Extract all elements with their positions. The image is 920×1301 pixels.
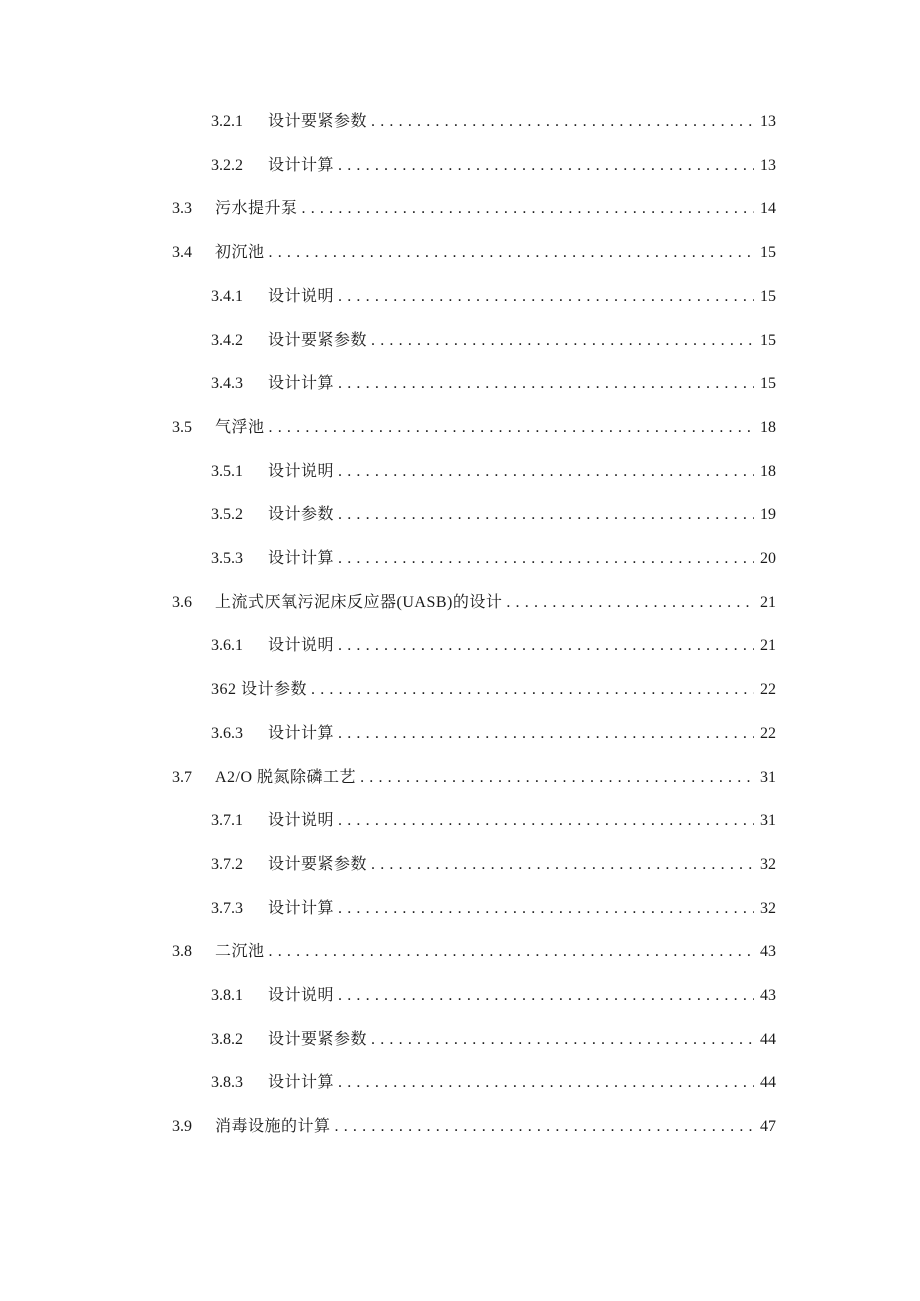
- toc-dot-leader: [338, 549, 754, 569]
- toc-dot-leader: [360, 768, 754, 788]
- toc-entry[interactable]: [211, 1067, 776, 1093]
- toc-entry-title: 设计要紧参数: [268, 332, 368, 349]
- toc-entry-page-number: 15: [760, 244, 776, 261]
- toc-entry-page-number: 47: [760, 1118, 776, 1135]
- toc-dot-leader: [311, 680, 754, 700]
- toc-entry-number: 3.5.3: [211, 550, 243, 567]
- toc-entry-page-number: 18: [760, 463, 776, 480]
- toc-entry-number: 3.8.2: [211, 1031, 243, 1048]
- toc-dot-leader: [371, 855, 754, 875]
- toc-entry-title: 设计说明: [268, 987, 335, 1004]
- toc-entry-title: 污水提升泵: [215, 200, 298, 217]
- toc-entry-page-number: 21: [760, 594, 776, 611]
- toc-entry[interactable]: [211, 718, 776, 744]
- toc-entry[interactable]: [211, 1024, 776, 1050]
- toc-entry-page-number: 21: [760, 637, 776, 654]
- toc-entry-title: 362 设计参数: [211, 681, 308, 698]
- toc-entry-title: 初沉池: [215, 244, 265, 261]
- toc-entry-title: 消毒设施的计算: [215, 1118, 331, 1135]
- toc-dot-leader: [269, 942, 754, 962]
- toc-dot-leader: [338, 986, 754, 1006]
- toc-entry-title: 设计要紧参数: [268, 1031, 368, 1048]
- toc-entry-page-number: 32: [760, 856, 776, 873]
- toc-entry-number: 3.7.2: [211, 856, 243, 873]
- toc-entry[interactable]: [211, 674, 776, 700]
- toc-entry-title: 设计说明: [268, 812, 335, 829]
- toc-entry-title: 设计说明: [268, 637, 335, 654]
- toc-dot-leader: [338, 1073, 754, 1093]
- toc-entry-title: A2/O 脱氮除磷工艺: [215, 769, 357, 786]
- toc-dot-leader: [371, 331, 754, 351]
- toc-entry-page-number: 20: [760, 550, 776, 567]
- toc-entry-page-number: 15: [760, 332, 776, 349]
- toc-entry-title: 设计计算: [268, 725, 335, 742]
- toc-entry-page-number: 22: [760, 681, 776, 698]
- toc-entry-number: 3.5.1: [211, 463, 243, 480]
- toc-entry-page-number: 44: [760, 1031, 776, 1048]
- toc-entry-page-number: 15: [760, 375, 776, 392]
- toc-entry-number: 3.8.3: [211, 1074, 243, 1091]
- toc-entry[interactable]: [211, 543, 776, 569]
- toc-dot-leader: [371, 1030, 754, 1050]
- toc-entry-title: 二沉池: [215, 943, 265, 960]
- toc-entry-page-number: 13: [760, 157, 776, 174]
- toc-entry-page-number: 19: [760, 506, 776, 523]
- toc-dot-leader: [338, 287, 754, 307]
- toc-entry[interactable]: [172, 762, 776, 788]
- toc-entry-page-number: 43: [760, 987, 776, 1004]
- toc-entry[interactable]: [211, 805, 776, 831]
- toc-entry-page-number: 22: [760, 725, 776, 742]
- toc-dot-leader: [269, 243, 754, 263]
- toc-entry[interactable]: [211, 281, 776, 307]
- toc-entry-title: 设计要紧参数: [268, 113, 368, 130]
- toc-dot-leader: [335, 1117, 754, 1137]
- toc-entry-title: 设计说明: [268, 288, 335, 305]
- toc-entry-number: 3.6: [172, 594, 192, 611]
- toc-entry-number: 3.2.1: [211, 113, 243, 130]
- toc-entry-page-number: 18: [760, 419, 776, 436]
- toc-entry-number: 3.5: [172, 419, 192, 436]
- toc-entry[interactable]: [172, 237, 776, 263]
- toc-dot-leader: [338, 636, 754, 656]
- toc-entry[interactable]: [211, 630, 776, 656]
- toc-entry[interactable]: [172, 193, 776, 219]
- toc-entry-number: 3.7.3: [211, 900, 243, 917]
- toc-entry-number: 3.4.3: [211, 375, 243, 392]
- toc-entry-number: 3.7: [172, 769, 192, 786]
- toc-entry-page-number: 14: [760, 200, 776, 217]
- toc-entry-number: 3.7.1: [211, 812, 243, 829]
- toc-entry[interactable]: [211, 106, 776, 132]
- toc-entry[interactable]: [211, 849, 776, 875]
- toc-entry-title: 设计计算: [268, 900, 335, 917]
- toc-entry[interactable]: [172, 412, 776, 438]
- toc-entry-number: 3.6.3: [211, 725, 243, 742]
- toc-entry[interactable]: [211, 325, 776, 351]
- toc-entry[interactable]: [211, 368, 776, 394]
- toc-entry-title: 设计要紧参数: [268, 856, 368, 873]
- toc-entry-page-number: 13: [760, 113, 776, 130]
- toc-entry-number: 3.8: [172, 943, 192, 960]
- toc-dot-leader: [371, 112, 754, 132]
- toc-entry-title: 设计参数: [268, 506, 335, 523]
- toc-dot-leader: [302, 199, 754, 219]
- toc-entry-title: 上流式厌氧污泥床反应器(UASB)的设计: [215, 594, 503, 611]
- toc-dot-leader: [338, 156, 754, 176]
- toc-entry-page-number: 15: [760, 288, 776, 305]
- toc-entry[interactable]: [211, 499, 776, 525]
- toc-entry-number: 3.9: [172, 1118, 192, 1135]
- toc-entry[interactable]: [211, 980, 776, 1006]
- toc-entry-number: 3.2.2: [211, 157, 243, 174]
- toc-entry-number: 3.3: [172, 200, 192, 217]
- toc-entry[interactable]: [172, 1111, 776, 1137]
- toc-entry[interactable]: [211, 150, 776, 176]
- toc-entry[interactable]: [172, 936, 776, 962]
- toc-entry-page-number: 31: [760, 812, 776, 829]
- toc-entry-title: 设计说明: [268, 463, 335, 480]
- toc-dot-leader: [338, 505, 754, 525]
- toc-entry-title: 设计计算: [268, 1074, 335, 1091]
- toc-entry-title: 设计计算: [268, 550, 335, 567]
- toc-dot-leader: [269, 418, 754, 438]
- toc-entry-page-number: 31: [760, 769, 776, 786]
- toc-entry-page-number: 44: [760, 1074, 776, 1091]
- toc-dot-leader: [338, 374, 754, 394]
- toc-dot-leader: [506, 593, 754, 613]
- toc-dot-leader: [338, 899, 754, 919]
- toc-entry[interactable]: [211, 456, 776, 482]
- toc-entry-page-number: 32: [760, 900, 776, 917]
- toc-dot-leader: [338, 462, 754, 482]
- toc-dot-leader: [338, 811, 754, 831]
- toc-entry-number: 3.4.1: [211, 288, 243, 305]
- toc-entry-number: 3.8.1: [211, 987, 243, 1004]
- toc-entry-title: 设计计算: [268, 375, 335, 392]
- toc-entry-number: 3.5.2: [211, 506, 243, 523]
- toc-entry[interactable]: [211, 893, 776, 919]
- toc-entry[interactable]: [172, 587, 776, 613]
- toc-entry-title: 设计计算: [268, 157, 335, 174]
- toc-entry-number: 3.4.2: [211, 332, 243, 349]
- toc-dot-leader: [338, 724, 754, 744]
- toc-entry-number: 3.6.1: [211, 637, 243, 654]
- toc-entry-number: 3.4: [172, 244, 192, 261]
- toc-entry-title: 气浮池: [215, 419, 265, 436]
- toc-entry-page-number: 43: [760, 943, 776, 960]
